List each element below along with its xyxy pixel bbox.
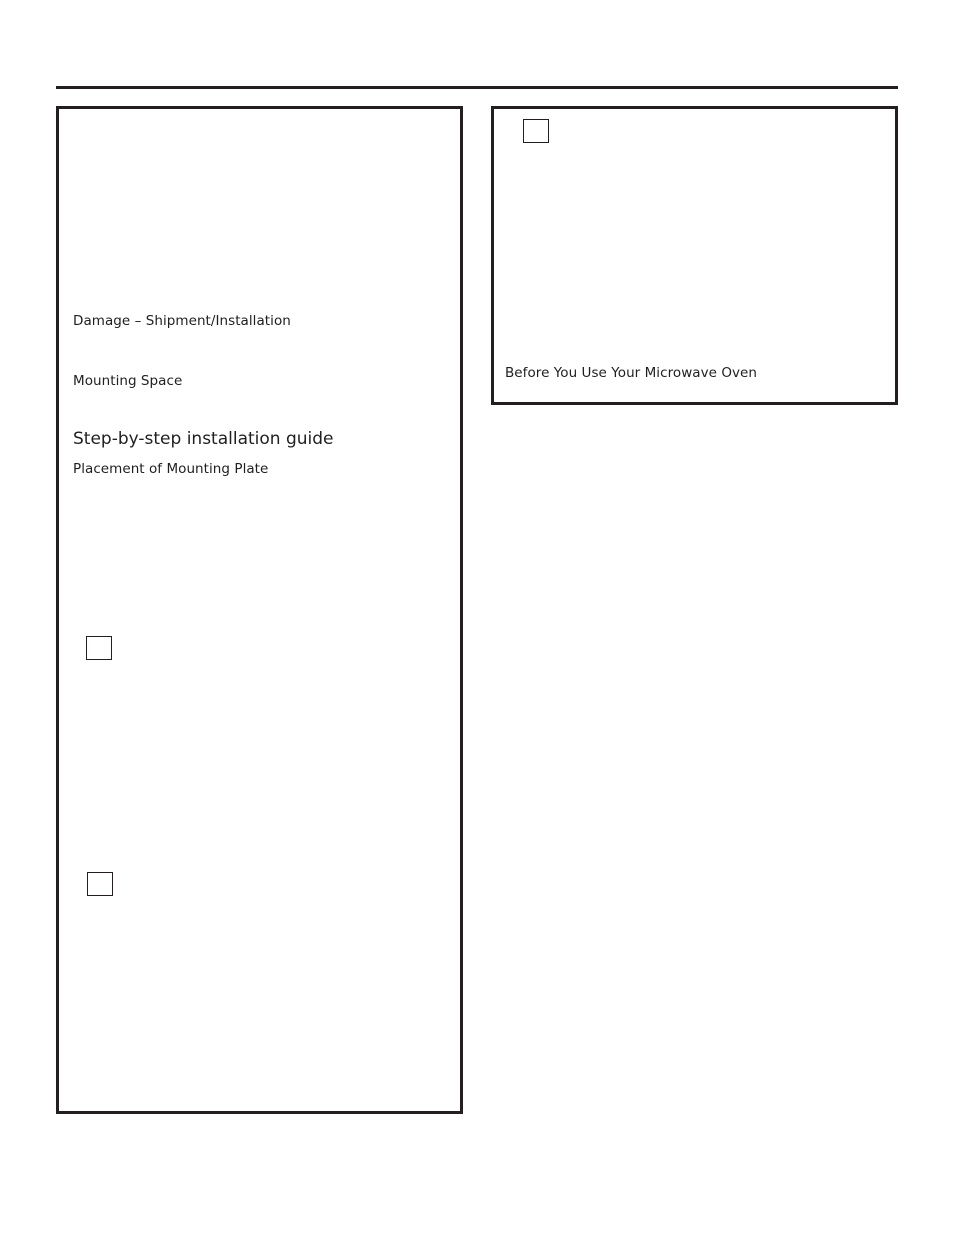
damage-heading: Damage – Shipment/Installation [73, 313, 291, 329]
installation-panel [56, 106, 463, 1114]
step-marker-box [87, 872, 113, 896]
installation-guide-title: Step-by-step installation guide [73, 429, 334, 449]
top-rule [56, 86, 898, 89]
mounting-space-heading: Mounting Space [73, 373, 183, 389]
before-use-panel [491, 106, 898, 405]
before-use-heading: Before You Use Your Microwave Oven [505, 365, 758, 381]
placement-heading: Placement of Mounting Plate [73, 461, 269, 477]
step-marker-box [523, 119, 549, 143]
step-marker-box [86, 636, 112, 660]
